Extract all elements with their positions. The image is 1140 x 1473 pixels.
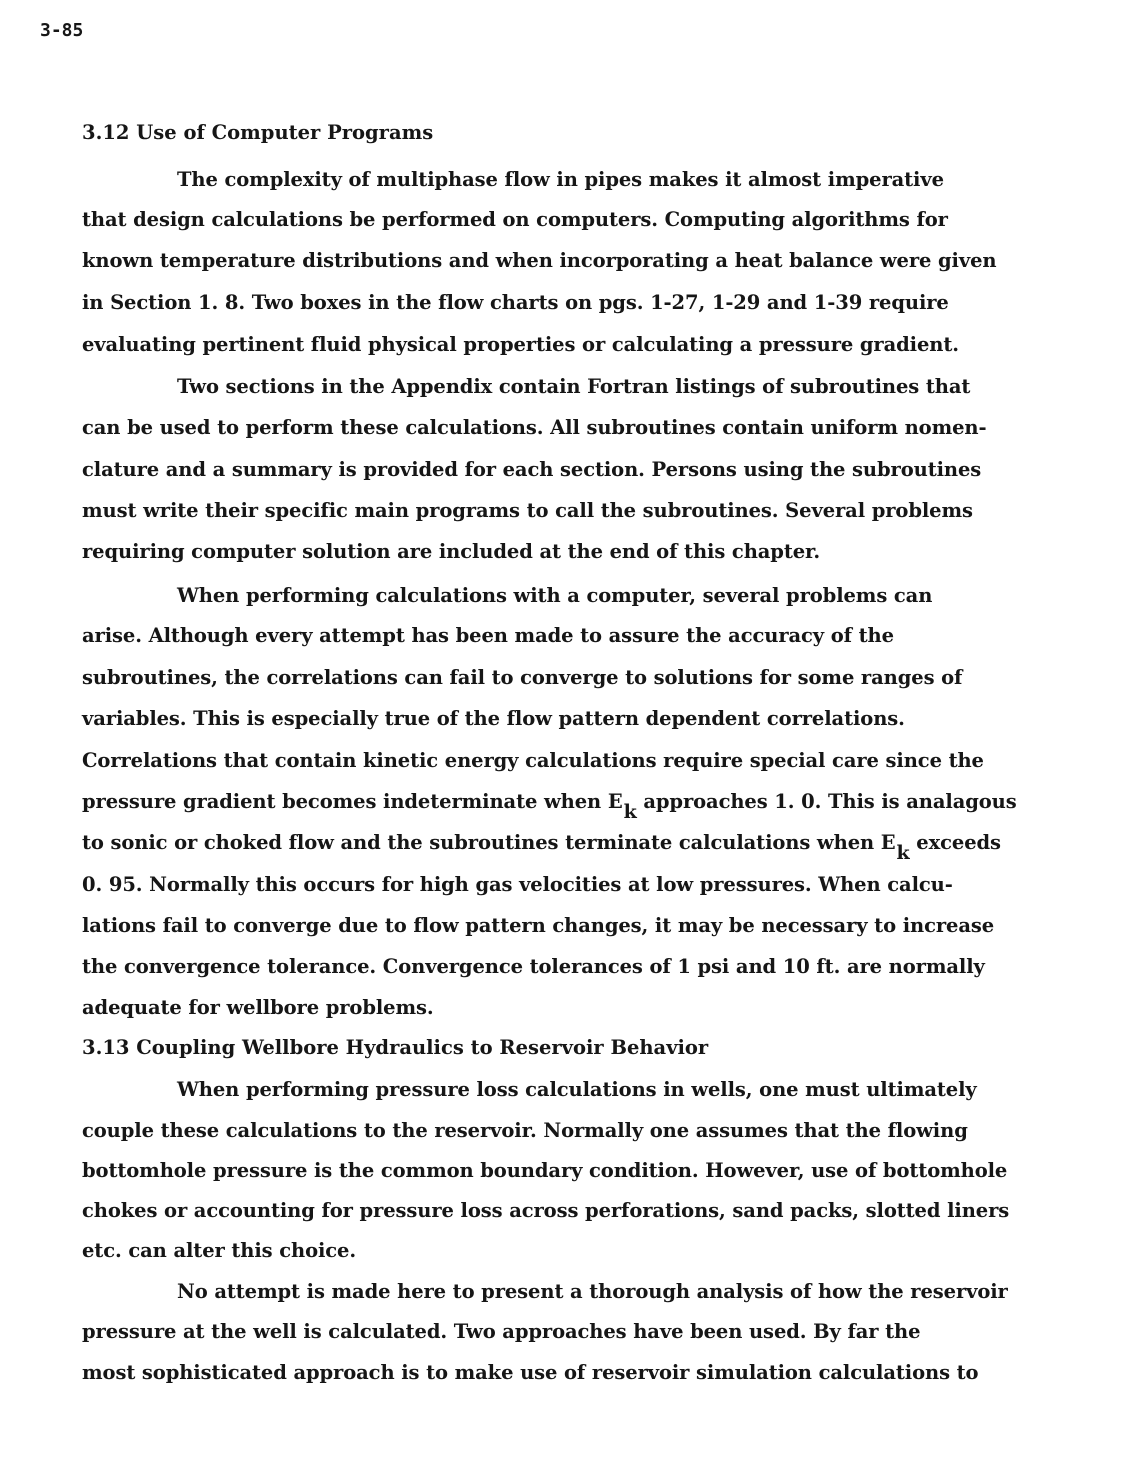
text-span: approaches 1. 0. This is analagous <box>636 790 1017 813</box>
text-span: exceeds <box>909 831 1001 854</box>
page-number: 3-85 <box>40 20 84 41</box>
section-heading-3-13: 3.13 Coupling Wellbore Hydraulics to Reservoir Behavior <box>82 1036 709 1059</box>
text-line: The complexity of multiphase flow in pipes makes it almost imperative <box>177 168 944 191</box>
text-line: No attempt is made here to present a thorough analysis of how the reservoir <box>177 1280 1008 1303</box>
text-line: When performing calculations with a computer, several problems can <box>177 584 933 607</box>
text-line: variables. This is especially true of the flow pattern dependent correlations. <box>82 707 905 730</box>
text-line: known temperature distributions and when incorporating a heat balance were given <box>82 249 997 272</box>
text-span: pressure gradient becomes indeterminate when E <box>82 790 623 813</box>
text-line: When performing pressure loss calculations in wells, one must ultimately <box>177 1078 977 1101</box>
text-line: clature and a summary is provided for each section. Persons using the subroutines <box>82 458 982 481</box>
text-line: Correlations that contain kinetic energy calculations require special care since the <box>82 749 984 772</box>
text-line: etc. can alter this choice. <box>82 1239 357 1262</box>
text-line: in Section 1. 8. Two boxes in the flow charts on pgs. 1-27, 1-29 and 1-39 require <box>82 291 949 314</box>
text-line: the convergence tolerance. Convergence tolerances of 1 psi and 10 ft. are normally <box>82 955 985 978</box>
text-line: can be used to perform these calculations. All subroutines contain uniform nomen- <box>82 416 987 439</box>
text-line: evaluating pertinent fluid physical properties or calculating a pressure gradient. <box>82 333 959 356</box>
text-line: must write their specific main programs to call the subroutines. Several problems <box>82 499 973 522</box>
text-line: adequate for wellbore problems. <box>82 996 434 1019</box>
text-line: 0. 95. Normally this occurs for high gas velocities at low pressures. When calcu- <box>82 873 953 896</box>
text-line: that design calculations be performed on computers. Computing algorithms for <box>82 208 948 231</box>
text-line: lations fail to converge due to flow pattern changes, it may be necessary to increase <box>82 914 995 937</box>
text-line: most sophisticated approach is to make use of reservoir simulation calculations to <box>82 1361 979 1384</box>
subscript-k: k <box>623 801 637 823</box>
text-line: subroutines, the correlations can fail to converge to solutions for some ranges of <box>82 666 963 689</box>
text-span: to sonic or choked flow and the subroutines terminate calculations when E <box>82 831 896 854</box>
text-line: couple these calculations to the reservoir. Normally one assumes that the flowing <box>82 1119 968 1142</box>
text-line-ek-1 <box>82 790 1017 823</box>
text-line-ek-2 <box>82 831 1001 864</box>
text-line: Two sections in the Appendix contain Fortran listings of subroutines that <box>177 375 971 398</box>
subscript-k: k <box>896 842 910 864</box>
text-line: bottomhole pressure is the common boundary condition. However, use of bottomhole <box>82 1159 1008 1182</box>
text-line: chokes or accounting for pressure loss across perforations, sand packs, slotted liners <box>82 1199 1010 1222</box>
text-line: arise. Although every attempt has been made to assure the accuracy of the <box>82 624 894 647</box>
text-line: pressure at the well is calculated. Two approaches have been used. By far the <box>82 1320 921 1343</box>
text-line: requiring computer solution are included at the end of this chapter. <box>82 540 821 563</box>
section-heading-3-12: 3.12 Use of Computer Programs <box>82 121 434 144</box>
